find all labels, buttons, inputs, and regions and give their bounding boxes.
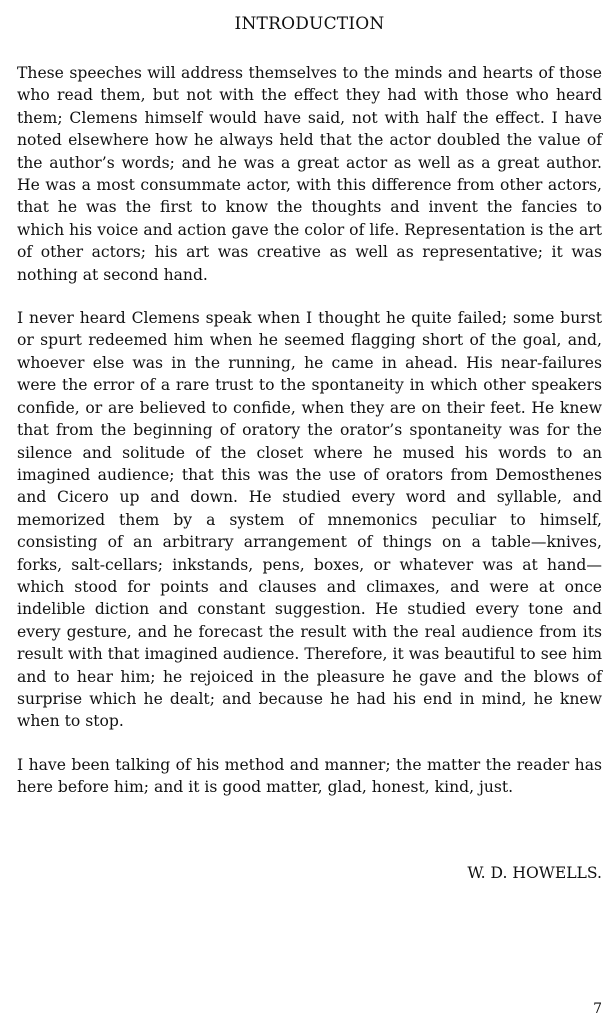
page-title: INTRODUCTION (234, 14, 385, 34)
paragraph-3: I have been talking of his method and manner; the matter the reader has here before him; and it is good matter, glad, honest, kind, just. (17, 755, 602, 797)
page-number: 7 (593, 1001, 602, 1017)
author-signature: W. D. HOWELLS. (467, 864, 602, 882)
paragraph-1: These speeches will address themselves to the minds and hearts of those who read them, but not with the effect they had with those who heard them; Clemens himself would have said, not with half the effect. I have noted elsewhere how he always held that the actor doubled the value of the author’s words; and he was a great actor as well as a great author. He was a most consummate actor, with this difference from other actors, that he was the first to know the thoughts and invent the fancies to which his voice and action gave the color of life. Representation is the art of other actors; his art was creative as well as representative; it was nothing at second hand. (17, 64, 602, 284)
paragraph-2: I never heard Clemens speak when I thought he quite failed; some burst or spurt redeemed him when he seemed flagging short of the goal, and, whoever else was in the running, he came in ahead. His near-failures were the error of a rare trust to the spontaneity in which other speakers confide, or are believed to confide, when they are on their feet. He knew that from the beginning of oratory the orator’s spontaneity was for the silence and solitude of the closet where he mused his words to an imagined audience; that this was the use of orators from Demosthenes and Cicero up and down. He studied every word and syllable, and memorized them by a system of mnemonics peculiar to himself, consisting of an arbitrary arrangement of things on a table—knives, forks, salt-cellars; inkstands, pens, boxes, or whatever was at hand—which stood for points and clauses and climaxes, and were at once indelible diction and constant suggestion. He studied every tone and every gesture, and he forecast the result with the real audience from its result with that imagined audience. Therefore, it was beautiful to see him and to hear him; he rejoiced in the pleasure he gave and the blows of surprise which he dealt; and because he had his end in mind, he knew when to stop. (17, 309, 602, 731)
document-page (17, 0, 602, 1028)
body-text (17, 62, 602, 820)
